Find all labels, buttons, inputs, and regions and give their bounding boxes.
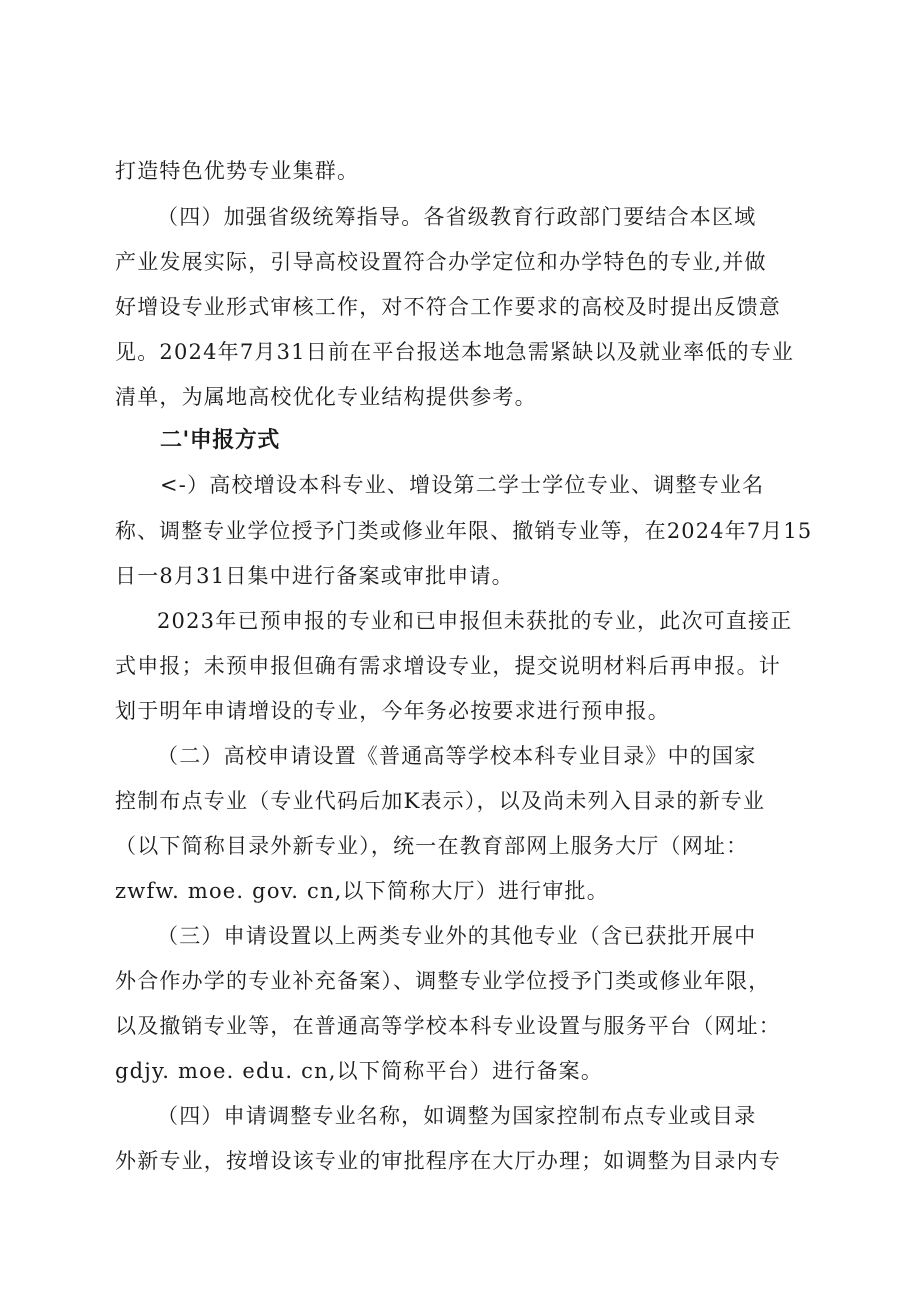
text-line: 式申报；未预申报但确有需求增设专业，提交说明材料后再申报。计	[115, 654, 781, 678]
text-line: （三）申请设置以上两类专业外的其他专业（含已获批开展中	[157, 924, 757, 948]
text-line: <-）高校增设本科专业、增设第二学士学位专业、调整专业名	[160, 473, 765, 497]
text-line: 好增设专业形式审核工作，对不符合工作要求的高校及时提出反馈意	[115, 295, 781, 319]
text-line: 外合作办学的专业补充备案）、调整专业学位授予门类或修业年限，	[115, 969, 771, 993]
text-line: （四）加强省级统筹指导。各省级教育行政部门要结合本区域	[157, 205, 757, 229]
text-line: （以下简称目录外新专业），统一在教育部网上服务大厅（网址：	[115, 834, 749, 858]
text-line: （二）高校申请设置《普通高等学校本科专业目录》中的国家	[157, 744, 757, 768]
text-line: 见。2024年7月31日前在平台报送本地急需紧缺以及就业率低的专业	[115, 340, 795, 364]
text-line: （四）申请调整专业名称，如调整为国家控制布点专业或目录	[157, 1104, 757, 1128]
section-heading: 二'申报方式	[160, 428, 280, 453]
text-line: 产业发展实际，引导高校设置符合办学定位和办学特色的专业,并做	[115, 250, 767, 274]
text-line: 外新专业，按增设该专业的审批程序在大厅办理；如调整为目录内专	[115, 1149, 781, 1173]
text-line: 清单，为属地高校优化专业结构提供参考。	[115, 385, 537, 409]
text-line: 以及撤销专业等，在普通高等学校本科专业设置与服务平台（网址：	[115, 1014, 781, 1038]
text-line: 打造特色优势专业集群。	[115, 159, 360, 183]
text-line: 2023年已预申报的专业和已申报但未获批的专业，此次可直接正	[157, 609, 793, 633]
text-line: 划于明年申请增设的专业，今年务必按要求进行预申报。	[115, 699, 670, 723]
text-line: 称、调整专业学位授予门类或修业年限、撤销专业等，在2024年7月15	[115, 519, 813, 543]
text-line: 日一8月31日集中进行备案或审批申请。	[115, 564, 514, 588]
text-line: zwfw. moe. gov. cn,以下简称大厅）进行审批。	[115, 879, 609, 903]
text-line: 控制布点专业（专业代码后加K表示），以及尚未列入目录的新专业	[115, 789, 766, 813]
text-line: gdjy. moe. edu. cn,以下简称平台）进行备案。	[115, 1059, 604, 1083]
